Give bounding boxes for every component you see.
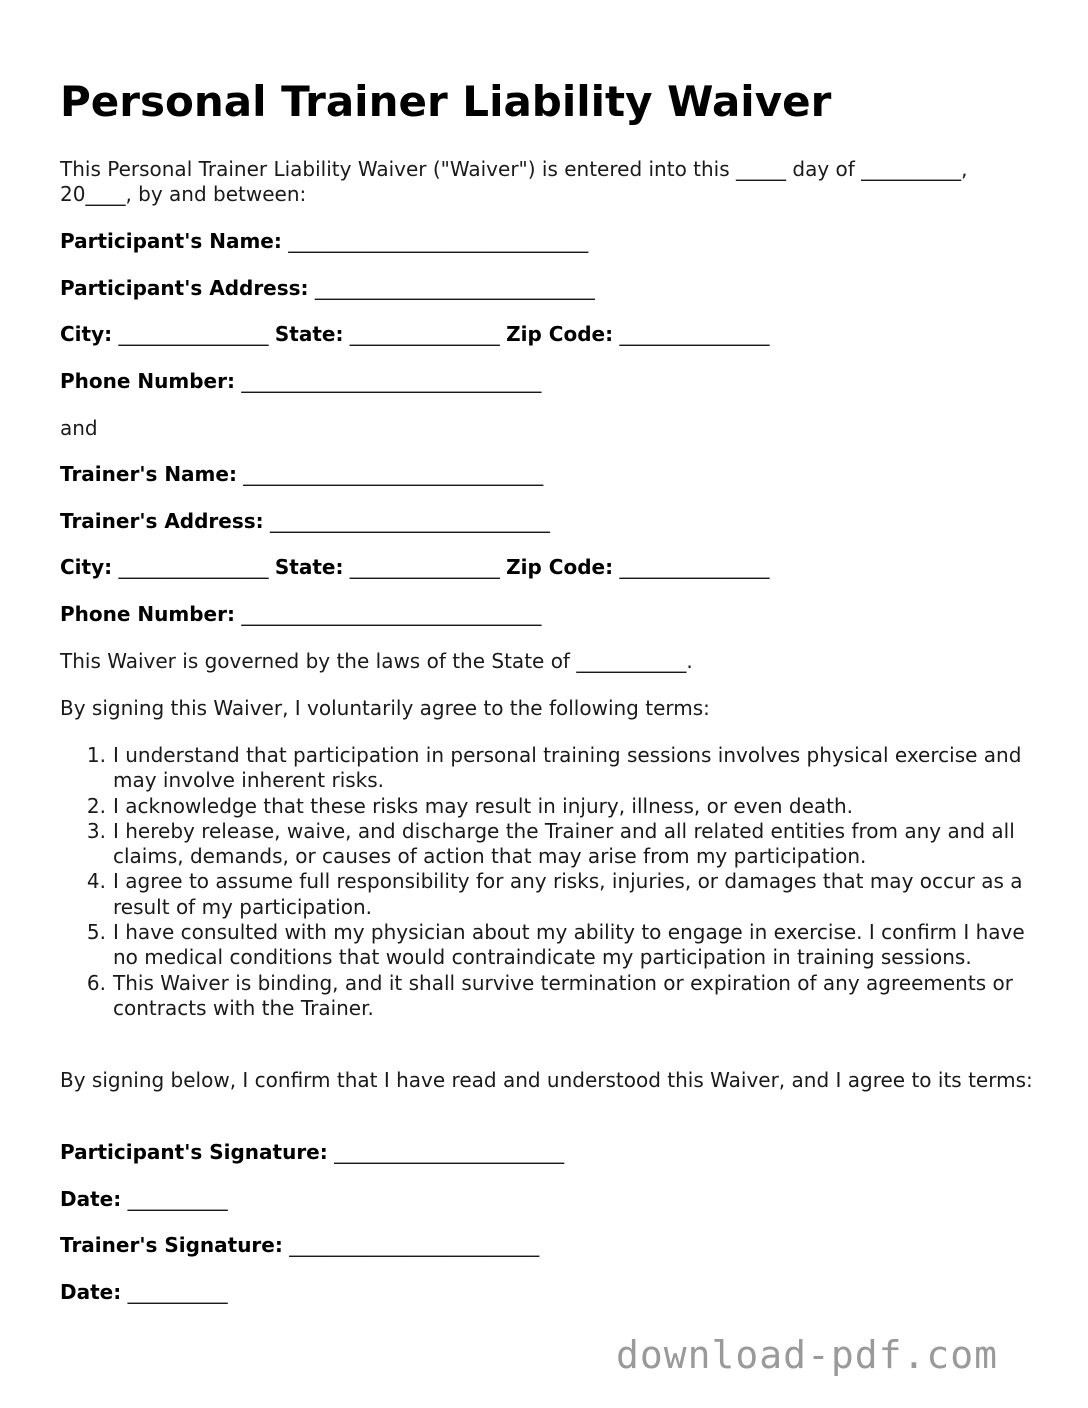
trainer-address-label: Trainer's Address:: [60, 509, 264, 533]
intro-paragraph: This Personal Trainer Liability Waiver ("Waiver") is entered into this _____ day of __________, 20____, by and between:: [60, 157, 974, 206]
trainer-name-label: Trainer's Name:: [60, 462, 237, 486]
participant-state-label: State:: [274, 322, 344, 346]
trainer-zip-blank[interactable]: _______________: [613, 555, 770, 579]
trainer-signature-blank[interactable]: _________________________: [282, 1233, 540, 1257]
list-item: [60, 794, 1035, 819]
term-number: 4.: [86, 869, 106, 894]
and-text: and: [60, 416, 98, 440]
term-number: 1.: [86, 743, 106, 767]
term-text: I understand that participation in personal training sessions involves physical exercise and may involve inherent risks.: [113, 743, 1022, 793]
participant-name-label: Participant's Name:: [60, 229, 282, 253]
participant-date-label: Date:: [60, 1187, 122, 1211]
participant-state-blank[interactable]: _______________: [343, 322, 507, 346]
trainer-city-state-zip-field: [60, 555, 769, 580]
trainer-address-field: [60, 509, 550, 534]
term-text: I acknowledge that these risks may result in injury, illness, or even death.: [113, 793, 854, 818]
list-item: [60, 743, 1035, 794]
trainer-date-blank[interactable]: __________: [121, 1280, 228, 1304]
participant-phone-blank[interactable]: ______________________________: [234, 369, 542, 393]
participant-phone-label: Phone Number:: [60, 369, 235, 393]
term-number: 2.: [86, 793, 106, 818]
participant-city-label: City:: [60, 322, 113, 346]
participant-zip-blank[interactable]: _______________: [613, 322, 770, 346]
trainer-phone-field: [60, 602, 541, 627]
participant-name-blank[interactable]: ______________________________: [281, 229, 589, 253]
trainer-address-blank[interactable]: ____________________________: [263, 509, 551, 533]
participant-signature-label: Participant's Signature:: [60, 1140, 328, 1164]
list-item: [60, 971, 1035, 1022]
watermark: download-pdf.com: [616, 1333, 999, 1377]
participant-address-field: [60, 276, 595, 301]
term-number: 3.: [86, 818, 106, 843]
terms-list: [60, 743, 1035, 1021]
participant-address-label: Participant's Address:: [60, 276, 309, 300]
term-text: I hereby release, waive, and discharge the Trainer and all related entities from any and all claims, demands, or causes of action that may arise from my participation.: [113, 818, 1015, 869]
trainer-phone-label: Phone Number:: [60, 602, 235, 626]
governing-law-text: This Waiver is governed by the laws of the State of ___________.: [60, 649, 693, 673]
participant-signature-blank[interactable]: _______________________: [327, 1140, 565, 1164]
list-item: [60, 819, 1035, 870]
participant-phone-field: [60, 369, 541, 394]
list-item: [60, 869, 1035, 920]
participant-name-field: [60, 229, 588, 254]
trainer-name-field: [60, 462, 543, 487]
term-text: I have consulted with my physician about my ability to engage in exercise. I confirm I have no medical conditions that would contraindicate my participation in training sessions.: [113, 920, 1025, 970]
trainer-signature-label: Trainer's Signature:: [60, 1233, 283, 1257]
participant-date-blank[interactable]: __________: [121, 1187, 228, 1211]
term-number: 6.: [86, 970, 106, 995]
trainer-zip-label: Zip Code:: [506, 555, 614, 579]
participant-address-blank[interactable]: ____________________________: [308, 276, 595, 300]
trainer-name-blank[interactable]: ______________________________: [236, 462, 544, 486]
trainer-date-label: Date:: [60, 1280, 122, 1304]
term-text: This Waiver is binding, and it shall survive termination or expiration of any agreements or contracts with the Trainer.: [113, 970, 1013, 1020]
trainer-state-label: State:: [274, 555, 344, 579]
trainer-city-label: City:: [60, 555, 113, 579]
trainer-signature-field: [60, 1233, 539, 1258]
list-item: [60, 920, 1035, 971]
participant-zip-label: Zip Code:: [506, 322, 614, 346]
terms-intro: By signing this Waiver, I voluntarily agree to the following terms:: [60, 696, 710, 720]
participant-signature-field: [60, 1140, 564, 1165]
trainer-date-field: [60, 1280, 228, 1305]
trainer-state-blank[interactable]: _______________: [343, 555, 507, 579]
document-title: Personal Trainer Liability Waiver: [60, 77, 832, 126]
closing-paragraph: By signing below, I confirm that I have read and understood this Waiver, and I agree to its terms:: [60, 1068, 1033, 1092]
trainer-city-blank[interactable]: _______________: [112, 555, 275, 579]
trainer-phone-blank[interactable]: ______________________________: [234, 602, 542, 626]
participant-city-state-zip-field: [60, 322, 769, 347]
term-number: 5.: [86, 920, 106, 945]
term-text: I agree to assume full responsibility for any risks, injuries, or damages that may occur as a result of my participation.: [113, 869, 1023, 919]
participant-date-field: [60, 1187, 228, 1212]
participant-city-blank[interactable]: _______________: [112, 322, 275, 346]
